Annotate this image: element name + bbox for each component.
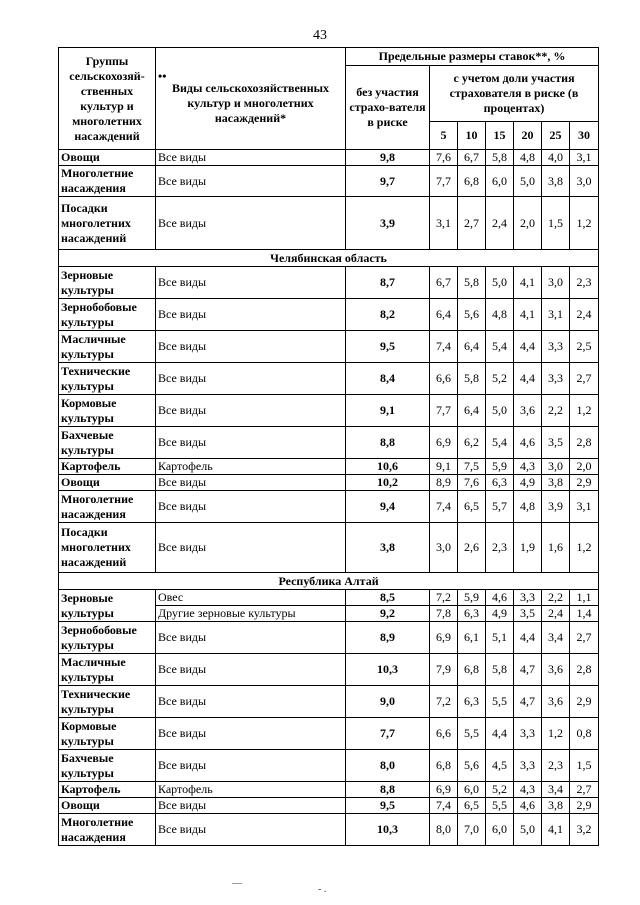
table-row: [59, 523, 599, 573]
rate-share: 4,6: [514, 798, 542, 814]
rate-share: 7,8: [430, 606, 458, 622]
rate-share: 4,0: [542, 150, 570, 166]
rate-share: 3,1: [570, 150, 599, 166]
table-row: [59, 718, 599, 750]
rate-share: 1,5: [542, 197, 570, 250]
scan-mark: —: [232, 878, 242, 889]
crop-kind: Все виды: [156, 814, 346, 846]
table-row: [59, 686, 599, 718]
rate-share: 1,2: [542, 718, 570, 750]
crop-group: Овощи: [59, 475, 156, 491]
rate-share: 4,5: [486, 750, 514, 782]
rate-share: 1,5: [570, 750, 599, 782]
crop-kind: Все виды: [156, 686, 346, 718]
rate-share: 2,0: [570, 459, 599, 475]
rate-share: 4,1: [514, 299, 542, 331]
rate-base: 9,1: [346, 395, 430, 427]
section-title: Республика Алтай: [59, 573, 599, 590]
rate-share: 5,9: [486, 459, 514, 475]
rate-share: 4,9: [514, 475, 542, 491]
rate-share: 8,9: [430, 475, 458, 491]
crop-group: Зерновые культуры: [59, 590, 156, 622]
rate-base: 9,4: [346, 491, 430, 523]
rate-share: 7,5: [458, 459, 486, 475]
rate-share: 2,3: [542, 750, 570, 782]
table-row: [59, 395, 599, 427]
crop-group: Картофель: [59, 782, 156, 798]
rate-share: 5,4: [486, 427, 514, 459]
crop-group: Кормовые культуры: [59, 395, 156, 427]
crop-group: Масличные культуры: [59, 331, 156, 363]
crop-group: Зернобобовые культуры: [59, 622, 156, 654]
crop-kind: Все виды: [156, 363, 346, 395]
header-share-15: 15: [486, 122, 514, 150]
rate-share: 3,1: [570, 491, 599, 523]
rate-share: 2,7: [570, 622, 599, 654]
rate-share: 5,0: [486, 267, 514, 299]
table-row: [59, 622, 599, 654]
rate-share: 5,8: [486, 150, 514, 166]
rate-base: 9,5: [346, 798, 430, 814]
rate-share: 2,7: [570, 363, 599, 395]
rate-share: 2,3: [570, 267, 599, 299]
table-row: [59, 654, 599, 686]
crop-kind: Все виды: [156, 395, 346, 427]
rate-share: 3,6: [542, 686, 570, 718]
rate-share: 1,6: [542, 523, 570, 573]
insurance-rates-table: [58, 47, 599, 846]
rate-share: 2,4: [486, 197, 514, 250]
rate-share: 1,9: [514, 523, 542, 573]
rate-share: 4,8: [514, 150, 542, 166]
crop-group: Бахчевые культуры: [59, 427, 156, 459]
table-row: [59, 475, 599, 491]
rate-share: 8,0: [430, 814, 458, 846]
crop-kind: Все виды: [156, 197, 346, 250]
rate-share: 3,6: [542, 654, 570, 686]
rate-share: 3,3: [514, 590, 542, 606]
rate-share: 5,9: [458, 590, 486, 606]
rate-base: 3,9: [346, 197, 430, 250]
rate-share: 3,4: [542, 622, 570, 654]
section-row: [59, 573, 599, 590]
rate-share: 6,8: [458, 654, 486, 686]
rate-share: 6,6: [430, 718, 458, 750]
table-row: [59, 363, 599, 395]
crop-kind: Все виды: [156, 427, 346, 459]
table-row: [59, 750, 599, 782]
rate-share: 9,1: [430, 459, 458, 475]
rate-share: 7,6: [430, 150, 458, 166]
header-kind: [156, 48, 346, 150]
header-kind-text: Виды сельскохозяйственных культур и многолетних насаждений*: [171, 81, 329, 125]
table-row: [59, 427, 599, 459]
rate-share: 5,6: [458, 299, 486, 331]
rate-base: 9,7: [346, 166, 430, 197]
rate-share: 6,0: [486, 166, 514, 197]
rate-share: 3,9: [542, 491, 570, 523]
crop-kind: Все виды: [156, 166, 346, 197]
rate-base: 9,5: [346, 331, 430, 363]
rate-share: 3,0: [542, 267, 570, 299]
rate-share: 5,2: [486, 782, 514, 798]
rate-share: 4,6: [486, 590, 514, 606]
table-row: [59, 491, 599, 523]
crop-kind: Все виды: [156, 475, 346, 491]
rate-base: 3,8: [346, 523, 430, 573]
crop-group: Бахчевые культуры: [59, 750, 156, 782]
rate-share: 4,8: [486, 299, 514, 331]
rate-share: 7,7: [430, 166, 458, 197]
rate-share: 5,5: [486, 798, 514, 814]
rate-share: 4,4: [514, 363, 542, 395]
rate-share: 3,1: [430, 197, 458, 250]
table-row: [59, 331, 599, 363]
rate-share: 7,0: [458, 814, 486, 846]
rate-base: 10,3: [346, 654, 430, 686]
rate-share: 6,3: [486, 475, 514, 491]
header-base: без участия страхо-вателя в риске: [346, 66, 430, 150]
rate-share: 2,7: [458, 197, 486, 250]
rate-share: 6,5: [458, 491, 486, 523]
crop-group: Многолетние насаждения: [59, 814, 156, 846]
rate-share: 2,0: [514, 197, 542, 250]
crop-group: Посадки многолетних насаждений: [59, 197, 156, 250]
rate-share: 6,9: [430, 622, 458, 654]
rate-share: 1,4: [570, 606, 599, 622]
rate-base: 9,8: [346, 150, 430, 166]
rate-share: 1,2: [570, 523, 599, 573]
section-row: [59, 250, 599, 267]
crop-kind: Все виды: [156, 654, 346, 686]
section-title: Челябинская область: [59, 250, 599, 267]
header-limits: Предельные размеры ставок**, %: [346, 48, 599, 66]
rate-share: 2,9: [570, 475, 599, 491]
rate-share: 6,4: [430, 299, 458, 331]
crop-kind: Другие зерновые культуры: [156, 606, 346, 622]
rate-share: 6,9: [430, 427, 458, 459]
rate-share: 5,2: [486, 363, 514, 395]
table-row: [59, 814, 599, 846]
rate-share: 2,6: [458, 523, 486, 573]
rate-share: 6,0: [486, 814, 514, 846]
rate-base: 10,2: [346, 475, 430, 491]
rate-share: 5,0: [514, 814, 542, 846]
rate-base: 10,3: [346, 814, 430, 846]
rate-share: 5,5: [458, 718, 486, 750]
crop-group: Зернобобовые культуры: [59, 299, 156, 331]
crop-group: Кормовые культуры: [59, 718, 156, 750]
rate-share: 2,5: [570, 331, 599, 363]
crop-kind: Все виды: [156, 718, 346, 750]
rate-share: 4,4: [514, 331, 542, 363]
rate-share: 2,8: [570, 427, 599, 459]
rate-share: 5,0: [514, 166, 542, 197]
rate-share: 6,8: [458, 166, 486, 197]
table-body: [59, 150, 599, 846]
rate-share: 4,9: [486, 606, 514, 622]
crop-group: Многолетние насаждения: [59, 166, 156, 197]
rate-share: 4,1: [514, 267, 542, 299]
rate-share: 1,2: [570, 395, 599, 427]
crop-group: Овощи: [59, 150, 156, 166]
rate-share: 4,1: [542, 814, 570, 846]
rate-share: 2,9: [570, 798, 599, 814]
rate-share: 1,1: [570, 590, 599, 606]
crop-group: Многолетние насаждения: [59, 491, 156, 523]
scan-mark: - .: [318, 884, 327, 895]
crop-kind: Все виды: [156, 331, 346, 363]
crop-kind: Овес: [156, 590, 346, 606]
header-share: с учетом доли участия страхователя в риске (в процентах): [430, 66, 599, 122]
table-row: [59, 267, 599, 299]
table-row: [59, 166, 599, 197]
crop-group: Посадки многолетних насаждений: [59, 523, 156, 573]
rate-share: 4,8: [514, 491, 542, 523]
crop-kind: Все виды: [156, 150, 346, 166]
rate-base: 8,8: [346, 427, 430, 459]
table-row: [59, 197, 599, 250]
rate-base: 8,8: [346, 782, 430, 798]
table-row: [59, 299, 599, 331]
rate-share: 7,7: [430, 395, 458, 427]
rate-share: 3,3: [542, 331, 570, 363]
rate-share: 5,8: [458, 363, 486, 395]
rate-base: 8,0: [346, 750, 430, 782]
header-share-20: 20: [514, 122, 542, 150]
rate-share: 6,7: [430, 267, 458, 299]
rate-share: 6,1: [458, 622, 486, 654]
rate-share: 6,5: [458, 798, 486, 814]
rate-base: 9,0: [346, 686, 430, 718]
rate-share: 6,6: [430, 363, 458, 395]
crop-group: Зерновые культуры: [59, 267, 156, 299]
rate-base: 8,2: [346, 299, 430, 331]
rate-share: 6,9: [430, 782, 458, 798]
rate-share: 3,3: [514, 718, 542, 750]
rate-share: 7,2: [430, 686, 458, 718]
rate-share: 4,7: [514, 654, 542, 686]
rate-share: 2,7: [570, 782, 599, 798]
crop-kind: Все виды: [156, 267, 346, 299]
table-row: [59, 459, 599, 475]
rate-share: 1,2: [570, 197, 599, 250]
rate-share: 7,4: [430, 491, 458, 523]
rate-share: 4,6: [514, 427, 542, 459]
rate-share: 5,6: [458, 750, 486, 782]
rate-share: 5,8: [458, 267, 486, 299]
rate-share: 6,3: [458, 606, 486, 622]
rate-base: 9,2: [346, 606, 430, 622]
rate-share: 3,5: [514, 606, 542, 622]
crop-group: Технические культуры: [59, 363, 156, 395]
rate-share: 0,8: [570, 718, 599, 750]
rate-share: 5,0: [486, 395, 514, 427]
rate-share: 2,3: [486, 523, 514, 573]
page-number: 43: [313, 28, 327, 43]
rate-share: 6,2: [458, 427, 486, 459]
crop-group: Технические культуры: [59, 686, 156, 718]
rate-share: 2,2: [542, 395, 570, 427]
table-row: [59, 798, 599, 814]
crop-group: Масличные культуры: [59, 654, 156, 686]
header-share-10: 10: [458, 122, 486, 150]
rate-base: 8,5: [346, 590, 430, 606]
rate-share: 5,1: [486, 622, 514, 654]
rate-share: 5,4: [486, 331, 514, 363]
rate-share: 3,3: [542, 363, 570, 395]
crop-kind: Картофель: [156, 459, 346, 475]
rate-base: 10,6: [346, 459, 430, 475]
crop-kind: Картофель: [156, 782, 346, 798]
table-row: [59, 150, 599, 166]
rate-share: 4,4: [514, 622, 542, 654]
header-group: Группы сельскохозяй-ственных культур и многолетних насаждений: [59, 48, 156, 150]
rate-share: 3,0: [542, 459, 570, 475]
crop-kind: Все виды: [156, 523, 346, 573]
rate-share: 6,4: [458, 395, 486, 427]
rate-share: 2,4: [570, 299, 599, 331]
rate-share: 7,2: [430, 590, 458, 606]
rate-share: 3,8: [542, 166, 570, 197]
rate-share: 5,7: [486, 491, 514, 523]
rate-share: 6,4: [458, 331, 486, 363]
rate-share: 6,3: [458, 686, 486, 718]
rate-share: 2,8: [570, 654, 599, 686]
rate-share: 6,7: [458, 150, 486, 166]
rate-base: 8,7: [346, 267, 430, 299]
crop-kind: Все виды: [156, 491, 346, 523]
rate-share: 3,2: [570, 814, 599, 846]
rate-share: 3,0: [430, 523, 458, 573]
table-row: [59, 590, 599, 606]
rate-share: 3,0: [570, 166, 599, 197]
rate-share: 2,4: [542, 606, 570, 622]
rate-base: 8,4: [346, 363, 430, 395]
header-kind-mark: ••: [158, 69, 167, 83]
rate-share: 3,4: [542, 782, 570, 798]
rate-share: 5,5: [486, 686, 514, 718]
rate-share: 3,8: [542, 798, 570, 814]
header-share-5: 5: [430, 122, 458, 150]
rate-share: 7,4: [430, 798, 458, 814]
crop-group: Овощи: [59, 798, 156, 814]
crop-kind: Все виды: [156, 299, 346, 331]
rate-share: 3,6: [514, 395, 542, 427]
header-share-25: 25: [542, 122, 570, 150]
rate-share: 6,0: [458, 782, 486, 798]
rate-base: 7,7: [346, 718, 430, 750]
crop-kind: Все виды: [156, 622, 346, 654]
rate-share: 7,9: [430, 654, 458, 686]
crop-kind: Все виды: [156, 798, 346, 814]
rate-share: 3,1: [542, 299, 570, 331]
rate-share: 6,8: [430, 750, 458, 782]
rate-share: 4,3: [514, 459, 542, 475]
rate-share: 3,5: [542, 427, 570, 459]
table-row: [59, 782, 599, 798]
rate-share: 7,4: [430, 331, 458, 363]
crop-kind: Все виды: [156, 750, 346, 782]
rate-share: 7,6: [458, 475, 486, 491]
header-share-30: 30: [570, 122, 599, 150]
rate-base: 8,9: [346, 622, 430, 654]
rate-share: 4,3: [514, 782, 542, 798]
rate-share: 5,8: [486, 654, 514, 686]
rate-share: 4,4: [486, 718, 514, 750]
rate-share: 3,3: [514, 750, 542, 782]
rate-share: 2,9: [570, 686, 599, 718]
crop-group: Картофель: [59, 459, 156, 475]
rate-share: 3,8: [542, 475, 570, 491]
rate-share: 2,2: [542, 590, 570, 606]
rate-share: 4,7: [514, 686, 542, 718]
